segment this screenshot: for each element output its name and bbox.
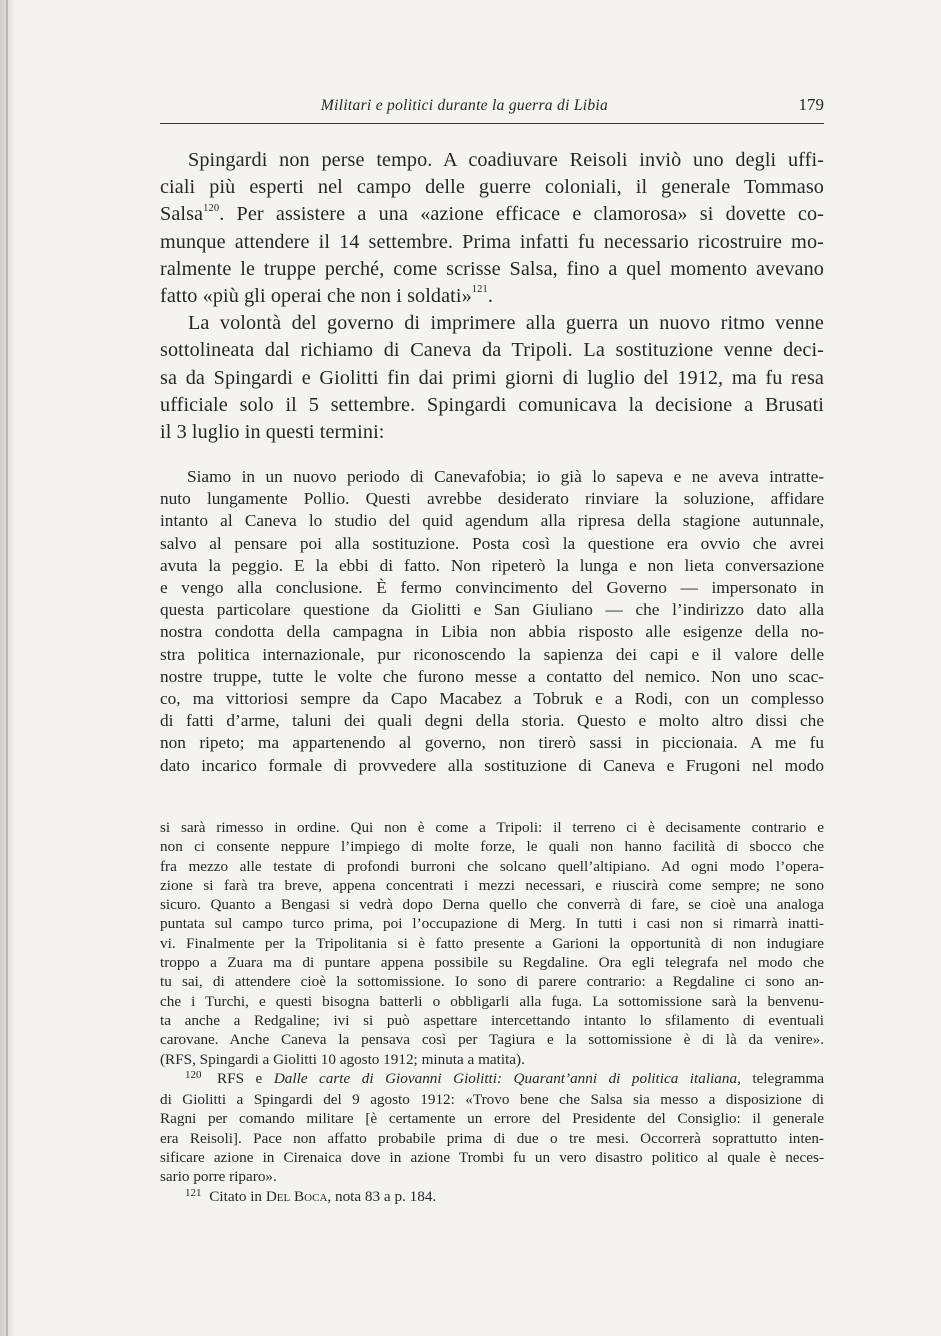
- text-segment: . Per assistere a una «azione efficace e clamorosa» si dovette co-: [219, 203, 824, 226]
- text-segment: fatto «più gli operai che non i soldati»: [160, 285, 472, 308]
- quote-line: dato incarico formale di provvedere alla sostituzione di Caneva e Frugoni nel modo: [160, 755, 824, 775]
- footnotes: [160, 818, 824, 1208]
- cited-author: Del Boca: [265, 1187, 328, 1205]
- running-header: [160, 95, 824, 121]
- footnote-line: carovane. Anche Caneva la pensava così per Tagiura e la sottomissione è di là da venire».: [160, 1031, 824, 1049]
- text-segment: Salsa: [160, 203, 204, 226]
- quote-line: nuto lungamente Pollio. Questi avrebbe desiderato rinviare la soluzione, affidare: [160, 489, 824, 509]
- quote-line: non ripeto; ma appartenendo al governo, non tirerò sassi in piccionaia. A me fu: [160, 733, 824, 753]
- text-line: [160, 201, 824, 228]
- page-binding-line: [6, 0, 8, 1336]
- footnote-continued: [160, 818, 824, 1069]
- footnote-number: 120: [185, 1068, 202, 1081]
- footnote-line: Ragni per comando militare [è certamente un errore del Presidente del Consiglio: il generale: [160, 1110, 824, 1128]
- footnote-line: tu sai, di attendere cioè la sottomissione. Io sono di parere contrario: a Regdaline ci sono an-: [160, 973, 824, 991]
- text-line: La volontà del governo di imprimere alla guerra un nuovo ritmo venne: [188, 312, 824, 335]
- footnote-line: di Giolitti a Spingardi del 9 agosto 1912: «Trovo bene che Salsa sia messo a disposizione di: [160, 1091, 824, 1109]
- text-line: sottolineata dal richiamo di Caneva da Tripoli. La sostituzione venne deci-: [160, 339, 824, 362]
- quote-line: e vengo alla conclusione. È fermo convincimento del Governo — impersonato in: [160, 578, 824, 598]
- quote-line: nostre truppe, tutte le volte che furono messe a contatto del nemico. Non uno scac-: [160, 666, 824, 686]
- footnote-ref-120: 120: [203, 202, 220, 214]
- quote-line: questa particolare questione da Giolitti e San Giuliano — che l’indirizzo dato alla: [160, 600, 824, 620]
- quote-line: intanto al Caneva lo studio del quid agendum alla ripresa della stagione autunnale,: [160, 511, 824, 531]
- quote-line: Siamo in un nuovo periodo di Canevafobia; io già lo sapeva e ne aveva intratte-: [187, 467, 824, 486]
- footnote-line: sificare azione in Cirenaica dove in azione Trombi fu un vero disastro politico al quale è neces-: [160, 1149, 824, 1167]
- footnote-line: ta anche a Redgaline; ivi si può aspettare intercettando intanto lo sfilamento di eventuali: [160, 1011, 824, 1029]
- footnote-line: vi. Finalmente per la Tripolitania si è fatto presente a Garioni la opportunità di non indugiare: [160, 934, 824, 952]
- text-line: Spingardi non perse tempo. A coadiuvare Reisoli inviò uno degli uffi-: [188, 149, 824, 171]
- page-binding-shadow: [0, 0, 16, 1336]
- quote-line: nostra condotta della campagna in Libia non abbia risposto alle esigenze della no-: [160, 622, 824, 642]
- quote-line: salvo al pensare poi alla sostituzione. Posta così la questione era ovvio che avrei: [160, 533, 824, 553]
- text-line: munque attendere il 14 settembre. Prima infatti fu necessario ricostruire mo-: [160, 230, 824, 253]
- footnote-text: RFS e: [217, 1069, 263, 1087]
- footnote-line: fra mezzo alle testate di profondi burroni che solcano quell’altipiano. Ad ogni modo l’opera-: [160, 857, 824, 875]
- text-line: ciali più esperti nel campo delle guerre coloniali, il generale Tommaso: [160, 176, 824, 199]
- paragraph-1: [160, 147, 824, 310]
- footnote-line: troppo a Zuara ma di puntare appena possibile su Regdaline. Ora egli telegrafa nel modo che: [160, 954, 824, 972]
- footnote-line: sicuro. Quanto a Bengasi si vedrà dopo Derna quello che converrà di fare, se cioè una analoga: [160, 896, 824, 914]
- footnote-line: non ci consente neppure l’impiego di molte forze, le quali non hanno facilità di sbocco che: [160, 838, 824, 856]
- footnote-text: , telegramma: [737, 1069, 825, 1087]
- text-line: il 3 luglio in questi termini:: [160, 421, 385, 444]
- footnote-line: si sarà rimesso in ordine. Qui non è come a Tripoli: il terreno ci è decisamente contrario e: [160, 819, 824, 836]
- footnote-line: era Reisoli]. Pace non affatto probabile prima di due o tre mesi. Occorrerà soprattutto inten-: [160, 1129, 824, 1147]
- paragraph-2: [160, 310, 824, 446]
- text-segment: .: [487, 285, 494, 308]
- footnote-line: sario porre riparo».: [160, 1168, 277, 1186]
- text-line: ufficiale solo il 5 settembre. Spingardi comunicava la decisione a Brusati: [160, 393, 824, 416]
- cited-title: Dalle carte di Giovanni Giolitti: Quarant’anni di politica italiana: [273, 1069, 738, 1087]
- footnote-line: puntata sul campo turco prima, poi l’occupazione di Merg. In tutti i casi non si rimarrà inatti-: [160, 915, 824, 933]
- text-line: ralmente le truppe perché, come scrisse Salsa, fino a quel momento avevano: [160, 257, 824, 280]
- footnote-text: , nota 83 a p. 184.: [327, 1187, 437, 1205]
- footnote-121: [160, 1187, 824, 1208]
- quote-line: avuta la peggio. E la ebbi di fatto. Non ripeterò la lunga e non lieta conversazione: [160, 555, 824, 575]
- footnote-120: [160, 1069, 824, 1187]
- footnote-line: [160, 1187, 824, 1208]
- block-quote: [160, 466, 824, 777]
- quote-line: di fatti d’arme, taluni dei quali degni della storia. Questo e molto altro dissi che: [160, 711, 824, 731]
- footnote-number: 121: [185, 1186, 202, 1199]
- header-rule: [160, 123, 824, 124]
- footnote-ref-121: 121: [471, 284, 488, 296]
- footnote-text: Citato in: [209, 1187, 263, 1205]
- footnote-line: [160, 1069, 824, 1090]
- quote-line: stra politica internazionale, pur riconoscendo la sapienza dei capi e il valore delle: [160, 644, 824, 664]
- main-text: [160, 147, 824, 446]
- text-line: sa da Spingardi e Giolitti fin dai primi giorni di luglio del 1912, ma fu resa: [160, 366, 824, 389]
- page-number: 179: [798, 95, 824, 114]
- text-line: [160, 283, 824, 310]
- footnote-line: zione si farà tra breve, appena concentrati i mezzi necessari, e riuscirà come sempre; ne sono: [160, 876, 824, 894]
- footnote-line: che i Turchi, e questi bisogna batterli o obbligarli alla fuga. La sottomissione sarà la benvenu-: [160, 992, 824, 1010]
- quote-line: co, ma vittoriosi sempre da Capo Macabez a Tobruk e a Rodi, con un complesso: [160, 689, 824, 709]
- running-title: Militari e politici durante la guerra di Libia: [320, 97, 609, 114]
- footnote-line: (RFS, Spingardi a Giolitti 10 agosto 1912; minuta a matita).: [160, 1050, 525, 1068]
